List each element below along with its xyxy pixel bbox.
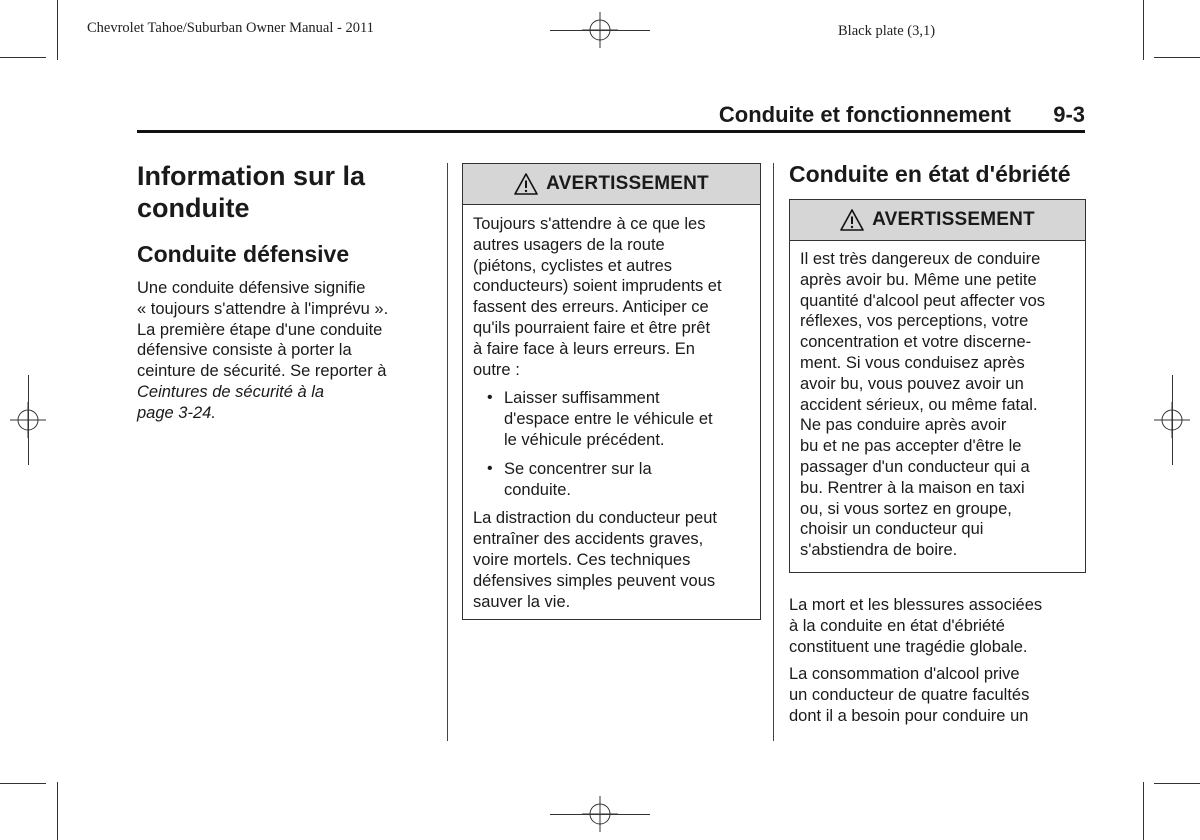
- text-line: choisir un conducteur qui: [800, 520, 984, 539]
- text-line: dont il a besoin pour conduire un: [789, 706, 1029, 725]
- crop-mark-top-left-horizontal: [0, 57, 46, 58]
- manual-title: Chevrolet Tahoe/Suburban Owner Manual - 2011: [87, 20, 374, 36]
- bullet-icon: •: [487, 389, 493, 407]
- text-line: constituent une tragédie globale.: [789, 637, 1028, 656]
- text-line: ment. Si vous conduisez après: [800, 353, 1025, 372]
- text-line: fassent des erreurs. Anticiper ce: [473, 298, 709, 317]
- crop-mark-bottom-right-horizontal: [1154, 783, 1200, 784]
- right-column-title: Conduite en état d'ébriété: [789, 161, 1071, 187]
- text-line: accident sérieux, ou même fatal.: [800, 395, 1038, 414]
- text-line: s'abstiendra de boire.: [800, 541, 958, 560]
- warning-intro: [473, 214, 750, 380]
- registration-line-bottom: [550, 814, 650, 815]
- text-line: Une conduite défensive signifie: [137, 279, 366, 297]
- text-line: Toujours s'attendre à ce que les: [473, 215, 706, 233]
- text-line: conducteurs) soient imprudents et: [473, 277, 722, 296]
- text-line: passager d'un conducteur qui a: [800, 457, 1030, 476]
- warning-box-defensive: [462, 163, 761, 620]
- text-line: page 3-24.: [137, 403, 216, 422]
- text-line: sauver la vie.: [473, 592, 571, 611]
- text-line: voire mortels. Ces techniques: [473, 550, 691, 569]
- text-line: le véhicule précédent.: [504, 430, 665, 449]
- text-line: conduite.: [504, 480, 571, 499]
- column-divider-right: [773, 163, 774, 741]
- list-item: [473, 388, 750, 450]
- warning-header: [790, 200, 1085, 241]
- text-line: concentration et votre discerne-: [800, 333, 1032, 352]
- text-line: Laisser suffisamment: [504, 389, 660, 408]
- crop-mark-bottom-left-vertical: [57, 782, 58, 840]
- text-line: La première étape d'une conduite: [137, 320, 383, 339]
- drinking-paragraph-1: [789, 595, 1089, 657]
- page-title: Information sur la conduite: [137, 161, 366, 223]
- text-line: Il est très dangereux de conduire: [800, 250, 1041, 268]
- left-column: [137, 160, 437, 424]
- text-line: défensive consiste à porter la: [137, 341, 352, 360]
- text-line: Ne pas conduire après avoir: [800, 416, 1007, 435]
- registration-line-top: [550, 30, 650, 31]
- warning-triangle-icon: [840, 209, 864, 231]
- text-line: d'espace entre le véhicule et: [504, 410, 713, 429]
- text-line: outre :: [473, 360, 520, 379]
- text-line: quantité d'alcool peut affecter vos: [800, 291, 1046, 310]
- bullet-icon: •: [487, 459, 493, 477]
- text-line: Ceintures de sécurité à la: [137, 382, 325, 401]
- list-item: [473, 459, 750, 501]
- text-line: ou, si vous sortez en groupe,: [800, 499, 1012, 518]
- crop-mark-bottom-left-horizontal: [0, 783, 46, 784]
- crop-mark-top-right-vertical: [1143, 0, 1144, 60]
- text-line: (piétons, cyclistes et autres: [473, 256, 672, 275]
- cross-reference-link[interactable]: [137, 382, 437, 424]
- text-line: à la conduite en état d'ébriété: [789, 616, 1005, 635]
- text-line: La mort et les blessures associées: [789, 596, 1043, 614]
- crop-mark-top-right-horizontal: [1154, 57, 1200, 58]
- page-number: 9-3: [1053, 102, 1085, 127]
- text-line: réflexes, vos perceptions, votre: [800, 312, 1029, 331]
- crop-mark-bottom-right-vertical: [1143, 782, 1144, 840]
- section-header: [137, 100, 1085, 133]
- text-line: « toujours s'attendre à l'imprévu ».: [137, 299, 389, 318]
- registration-line-right: [1172, 375, 1173, 465]
- warning-body: [463, 205, 760, 612]
- plate-label: Black plate (3,1): [838, 23, 936, 39]
- warning-body: [790, 241, 1085, 561]
- warning-label: AVERTISSEMENT: [872, 209, 1035, 230]
- warning-label: AVERTISSEMENT: [546, 173, 709, 194]
- text-line: un conducteur de quatre facultés: [789, 685, 1030, 704]
- text-line: qu'ils pourraient faire et être prêt: [473, 318, 711, 337]
- defensive-driving-paragraph: [137, 278, 437, 424]
- text-line: défensives simples peuvent vous: [473, 571, 716, 590]
- crop-mark-top-left-vertical: [57, 0, 58, 60]
- warning-box-drinking: [789, 199, 1086, 573]
- text-line: après avoir bu. Même une petite: [800, 270, 1037, 289]
- text-line: autres usagers de la route: [473, 235, 665, 254]
- warning-bullet-list: [473, 388, 750, 500]
- warning-triangle-icon: [514, 173, 538, 195]
- warning-closing: [473, 508, 750, 612]
- registration-line-left: [28, 375, 29, 465]
- subsection-title: Conduite défensive: [137, 241, 350, 267]
- column-divider-left: [447, 163, 448, 741]
- text-line: à faire face à leurs erreurs. En: [473, 339, 695, 358]
- text-line: entraîner des accidents graves,: [473, 530, 704, 549]
- section-title: Conduite et fonctionnement: [718, 102, 1011, 127]
- text-line: Se concentrer sur la: [504, 459, 652, 478]
- text-line: La consommation d'alcool prive: [789, 665, 1020, 683]
- warning-header: [463, 164, 760, 205]
- text-line: avoir bu, vous pouvez avoir un: [800, 374, 1024, 393]
- text-line: bu. Rentrer à la maison en taxi: [800, 478, 1025, 497]
- text-line: ceinture de sécurité. Se reporter à: [137, 362, 387, 381]
- text-line: bu et ne pas accepter d'être le: [800, 437, 1022, 456]
- drinking-paragraph-2: [789, 664, 1089, 726]
- text-line: La distraction du conducteur peut: [473, 509, 717, 528]
